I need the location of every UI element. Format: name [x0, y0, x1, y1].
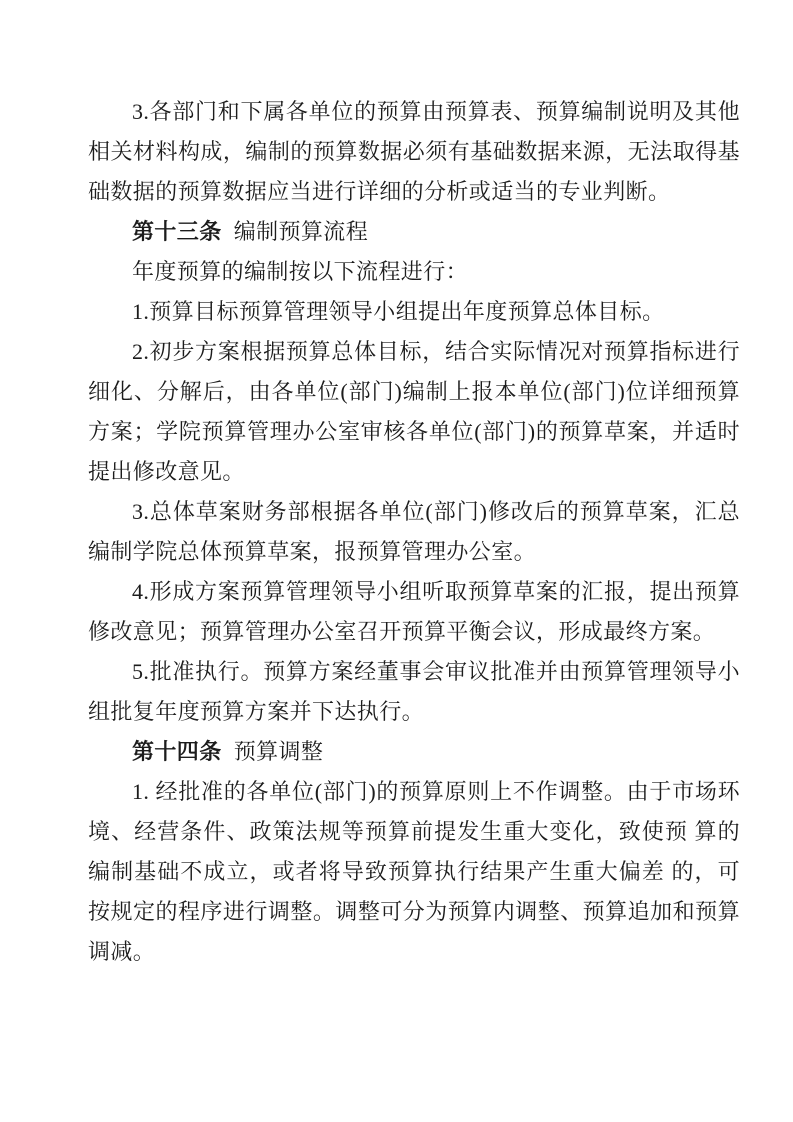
paragraph-step-4-form-plan: 4.形成方案预算管理领导小组听取预算草案的汇报，提出预算修改意见；预算管理办公室召开预算平衡会议，形成最终方案。 [88, 579, 740, 644]
paragraph-item-1-budget-adjustment: 1. 经批准的各单位(部门)的预算原则上不作调整。由于市场环境、经营条件、政策法规等预算前提发生重大变化，致使预 算的编制基础不成立，或者将导致预算执行结果产生重大偏差 的，可按规定的程序进行调整。调整可分为预算内调整、预算追加和预算调减。 [88, 779, 740, 964]
article-14-heading [88, 732, 740, 772]
paragraph-step-2-preliminary-plan: 2.初步方案根据预算总体目标，结合实际情况对预算指标进行细化、分解后，由各单位(部门)编制上报本单位(部门)位详细预算方案；学院预算管理办公室审核各单位(部门)的预算草案，并适时提出修改意见。 [88, 339, 740, 484]
paragraph-item-3-budget-composition: 3.各部门和下属各单位的预算由预算表、预算编制说明及其他相关材料构成，编制的预算数据必须有基础数据来源，无法取得基础数据的预算数据应当进行详细的分析或适当的专业判断。 [88, 99, 740, 204]
article-14-title: 预算调整 [233, 739, 324, 764]
paragraph-process-intro: 年度预算的编制按以下流程进行： [132, 259, 469, 284]
paragraph-step-3-overall-draft: 3.总体草案财务部根据各单位(部门)修改后的预算草案，汇总编制学院总体预算草案，报预算管理办公室。 [88, 499, 740, 564]
article-13-heading [88, 212, 740, 252]
article-14-number: 第十四条 [132, 739, 222, 764]
article-13-number: 第十三条 [132, 219, 222, 244]
article-13-title: 编制预算流程 [233, 219, 369, 244]
paragraph-step-5-approve-execute: 5.批准执行。预算方案经董事会审议批准并由预算管理领导小组批复年度预算方案并下达执行。 [88, 659, 740, 724]
paragraph-step-1-budget-target: 1.预算目标预算管理领导小组提出年度预算总体目标。 [132, 299, 665, 324]
document-body [88, 92, 740, 972]
